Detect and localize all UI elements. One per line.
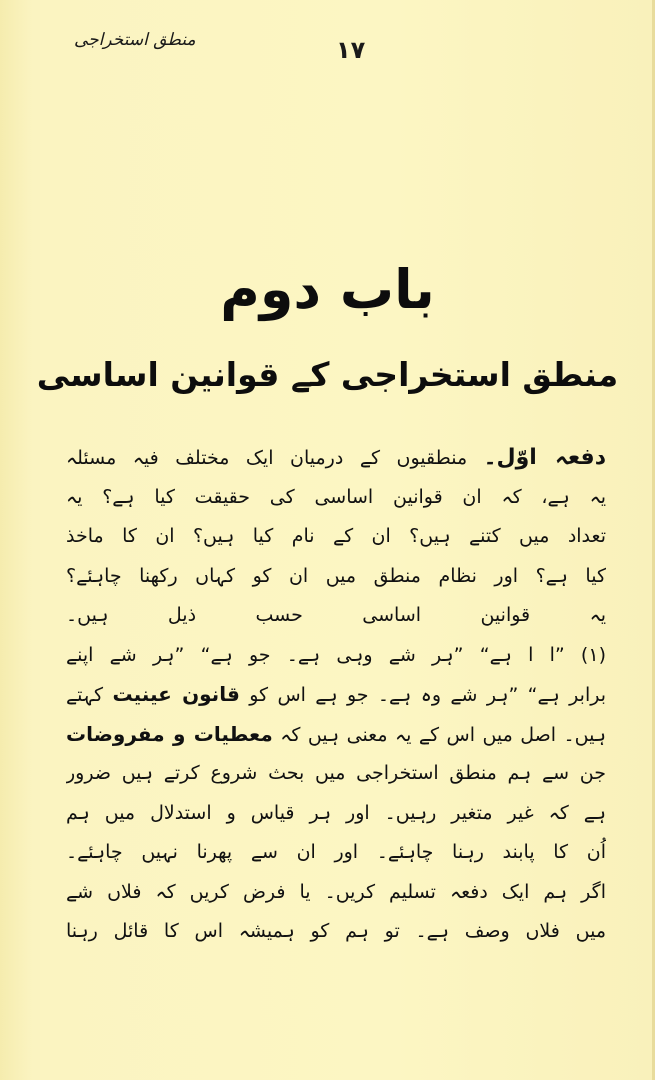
- line-text: کہتے: [66, 684, 104, 706]
- chapter-title: باب دوم: [220, 258, 435, 321]
- line-text: برابر ہے“ ”ہر شے وہ ہے۔ جو ہے اس کو: [249, 684, 606, 706]
- text-line: یہ قوانین اساسی حسب ذیل ہیں۔: [66, 604, 606, 626]
- text-line: [66, 715, 606, 755]
- text-line: جن سے ہم منطق استخراجی میں بحث شروع کرتے ہیں ضرور: [66, 762, 606, 784]
- text-line: اُن کا پابند رہنا چاہئے۔ اور ان سے پھرنا نہیں چاہئے۔: [66, 841, 606, 863]
- section-lead: دفعہ اوّل۔: [483, 445, 606, 470]
- running-head: منطق استخراجی: [74, 30, 196, 50]
- text-line: میں فلاں وصف ہے۔ تو ہم کو ہمیشہ اس کا قائل رہنا: [66, 920, 606, 942]
- line-text: منطقیوں کے درمیان ایک مختلف فیہ مسئلہ: [66, 447, 468, 469]
- text-line: [66, 438, 606, 478]
- emphasized-term: قانون عینیت: [112, 682, 240, 706]
- text-line: کیا ہے؟ اور نظام منطق میں ان کو کہاں رکھنا چاہئے؟: [66, 564, 606, 587]
- text-line: تعداد میں کتنے ہیں؟ ان کے نام کیا ہیں؟ ان کا ماخذ: [66, 525, 606, 547]
- text-line: (۱) ”ا ا ہے“ ”ہر شے وہی ہے۔ جو ہے“ ”ہر شے اپنے: [66, 643, 606, 666]
- section-title: منطق استخراجی کے قوانین اساسی: [36, 355, 619, 394]
- text-line: ہے کہ غیر متغیر رہیں۔ اور ہر قیاس و استدلال میں ہم: [66, 801, 606, 824]
- page-number: ۱۷: [336, 36, 366, 64]
- text-line: یہ ہے، کہ ان قوانین اساسی کی حقیقت کیا ہے؟ یہ: [66, 485, 606, 508]
- text-line: اگر ہم ایک دفعہ تسلیم کریں۔ یا فرض کریں کہ فلاں شے: [66, 880, 606, 903]
- emphasized-term: معطیات و مفروضات: [66, 721, 273, 746]
- line-text: ہیں۔ اصل میں اس کے یہ معنی ہیں کہ: [280, 723, 606, 746]
- body-text: [66, 438, 606, 952]
- text-line: [66, 675, 606, 715]
